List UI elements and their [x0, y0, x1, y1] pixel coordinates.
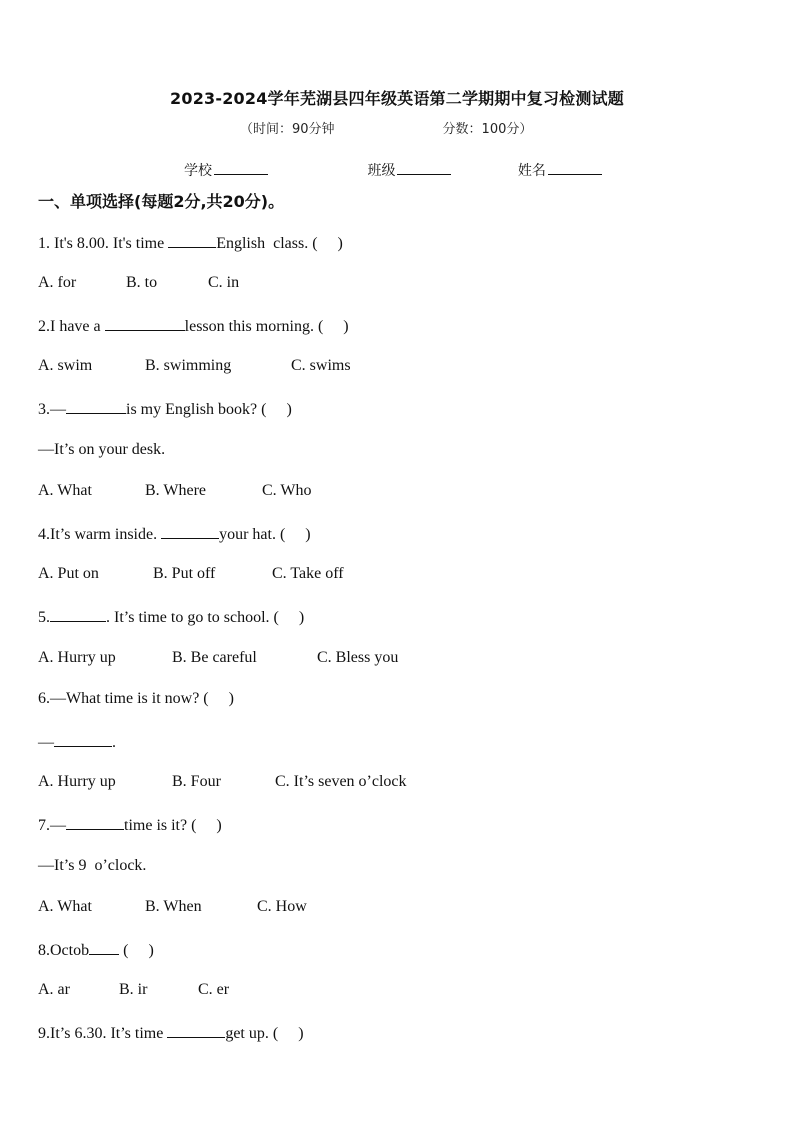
options-4	[38, 565, 344, 583]
option-c[interactable]: C. Who	[262, 482, 312, 499]
answer-blank[interactable]	[54, 732, 112, 747]
option-b[interactable]: B. Be careful	[172, 649, 257, 666]
question-8-text-a: 8.Octob	[38, 942, 90, 959]
option-a[interactable]: A. Put on	[38, 565, 99, 582]
question-9	[38, 1023, 304, 1043]
option-c[interactable]: C. swims	[291, 357, 351, 374]
options-2	[38, 357, 351, 375]
school-blank[interactable]	[214, 162, 268, 175]
question-2-text-b: lesson this morning. ( )	[184, 318, 349, 335]
question-5	[38, 607, 304, 627]
question-9-text-a: 9.It’s 6.30. It’s time	[38, 1025, 168, 1042]
option-a[interactable]: A. What	[38, 898, 92, 915]
question-4-text-b: your hat. ( )	[219, 526, 311, 543]
answer-blank[interactable]	[168, 233, 216, 248]
option-c[interactable]: C. It’s seven o’clock	[275, 773, 407, 790]
school-field[interactable]	[184, 160, 268, 180]
question-9-text-b: get up. ( )	[225, 1025, 304, 1042]
name-field[interactable]	[518, 160, 602, 180]
question-2-text-a: 2.I have a	[38, 318, 105, 335]
name-blank[interactable]	[548, 162, 602, 175]
class-field[interactable]	[367, 160, 451, 180]
question-1-text-a: 1. It's 8.00. It's time	[38, 235, 169, 252]
score-label: 分数：100分）	[442, 122, 533, 137]
option-c[interactable]: C. How	[257, 898, 307, 915]
question-7-text-a: 7.—	[38, 817, 66, 834]
question-6-reply-dash: —	[38, 734, 54, 751]
option-a[interactable]: A. swim	[38, 357, 93, 374]
section-heading: 一、单项选择(每题2分,共20分)。	[38, 192, 285, 211]
answer-blank[interactable]	[105, 316, 185, 331]
exam-meta	[240, 118, 532, 137]
option-b[interactable]: B. to	[126, 274, 158, 291]
question-4	[38, 524, 311, 544]
class-blank[interactable]	[397, 162, 451, 175]
question-7-text-b: time is it? ( )	[124, 817, 222, 834]
options-7	[38, 898, 307, 916]
time-label: （时间：90分钟	[240, 122, 335, 137]
option-b[interactable]: B. swimming	[145, 357, 232, 374]
options-3	[38, 482, 311, 500]
question-7-reply: —It’s 9 o’clock.	[38, 857, 147, 874]
option-b[interactable]: B. ir	[119, 981, 148, 998]
question-3-reply: —It’s on your desk.	[38, 441, 166, 458]
option-a[interactable]: A. for	[38, 274, 77, 291]
option-b[interactable]: B. When	[145, 898, 202, 915]
question-3	[38, 399, 292, 419]
question-5-text-a: 5.	[38, 609, 50, 626]
options-1	[38, 274, 239, 292]
question-4-text-a: 4.It’s warm inside.	[38, 526, 162, 543]
question-6-reply	[38, 732, 116, 752]
option-b[interactable]: B. Where	[145, 482, 207, 499]
name-label: 姓名	[517, 163, 546, 179]
question-1-text-b: English class. ( )	[216, 235, 343, 252]
options-8	[38, 981, 229, 999]
answer-blank[interactable]	[161, 524, 219, 539]
option-c[interactable]: C. Take off	[272, 565, 344, 582]
answer-blank[interactable]	[167, 1023, 225, 1038]
question-5-text-b: . It’s time to go to school. ( )	[106, 609, 305, 626]
option-a[interactable]: A. Hurry up	[38, 773, 116, 790]
question-2	[38, 316, 349, 336]
answer-blank[interactable]	[50, 607, 106, 622]
option-c[interactable]: C. er	[198, 981, 230, 998]
question-1	[38, 233, 343, 253]
options-5	[38, 649, 398, 667]
page-title: 2023-2024学年芜湖县四年级英语第二学期期中复习检测试题	[170, 89, 624, 108]
answer-blank[interactable]	[66, 815, 124, 830]
question-6-reply-end: .	[112, 734, 116, 751]
question-8	[38, 940, 154, 960]
option-c[interactable]: C. in	[208, 274, 240, 291]
question-7	[38, 815, 222, 835]
option-a[interactable]: A. Hurry up	[38, 649, 116, 666]
question-6: 6.—What time is it now? ( )	[38, 690, 234, 707]
answer-blank[interactable]	[66, 399, 126, 414]
question-3-text-a: 3.—	[38, 401, 66, 418]
student-info	[184, 160, 602, 180]
option-a[interactable]: A. What	[38, 482, 92, 499]
option-c[interactable]: C. Bless you	[317, 649, 399, 666]
class-label: 班级	[367, 163, 396, 179]
option-a[interactable]: A. ar	[38, 981, 70, 998]
options-6	[38, 773, 407, 791]
option-b[interactable]: B. Put off	[153, 565, 216, 582]
school-label: 学校	[184, 163, 212, 179]
question-3-text-b: is my English book? ( )	[126, 401, 292, 418]
answer-blank[interactable]	[89, 940, 119, 955]
question-8-text-b: ( )	[119, 942, 154, 959]
option-b[interactable]: B. Four	[172, 773, 221, 790]
